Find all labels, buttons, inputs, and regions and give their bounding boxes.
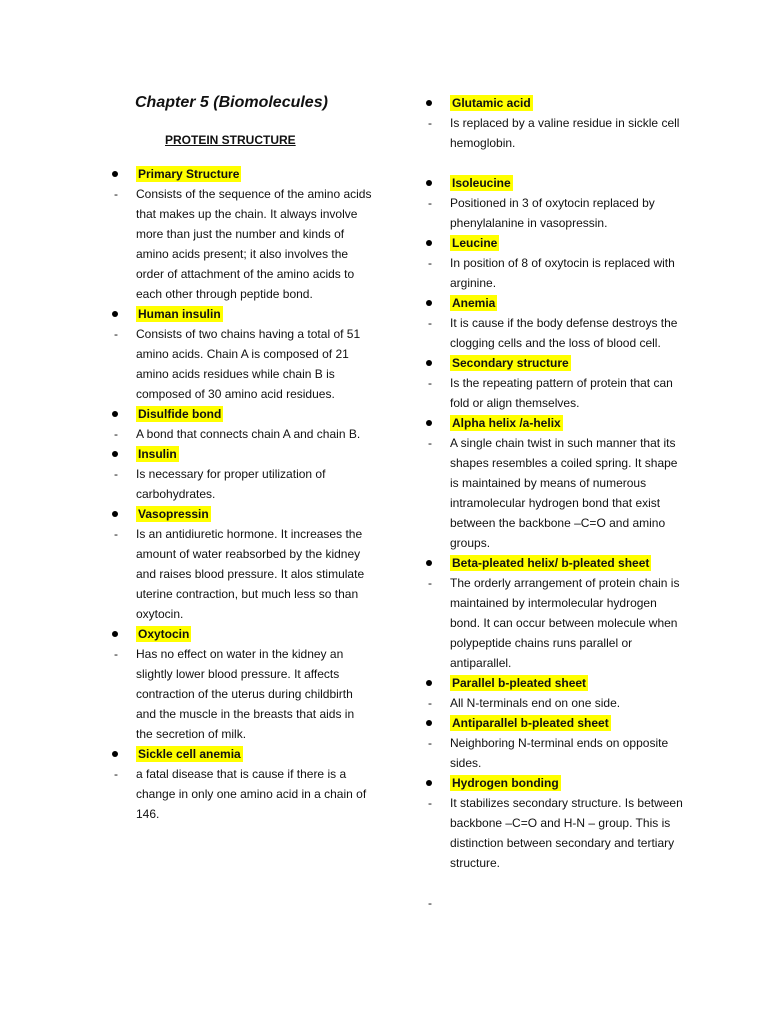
definition-text: Consists of two chains having a total of 51 amino acids. Chain A is composed of 21 amino acids residues while chain B is composed of 30 amino acid residues. <box>136 327 361 401</box>
dash-marker: - <box>114 187 118 201</box>
bullet-icon <box>426 360 432 366</box>
term-row <box>112 744 372 764</box>
term-label: Insulin <box>138 447 177 461</box>
bullet-icon <box>426 240 432 246</box>
definition-row <box>112 764 372 824</box>
term-row <box>112 504 372 524</box>
list-item <box>426 233 686 293</box>
term-row <box>112 444 372 464</box>
list-item <box>426 773 686 873</box>
dash-marker: - <box>428 576 432 590</box>
term-row <box>426 773 686 793</box>
term-label: Hydrogen bonding <box>452 776 559 790</box>
list-item <box>112 744 372 824</box>
list-item <box>426 353 686 413</box>
list-item <box>112 404 372 444</box>
list-item <box>426 93 686 153</box>
term-label: Antiparallel b-pleated sheet <box>452 716 609 730</box>
term-row <box>112 304 372 324</box>
definition-text: a fatal disease that is cause if there is a change in only one amino acid in a chain of 146. <box>136 767 367 821</box>
list-item <box>426 173 686 233</box>
list-item <box>112 504 372 624</box>
spacer <box>426 153 686 173</box>
dash-marker: - <box>428 256 432 270</box>
term-label: Glutamic acid <box>452 96 531 110</box>
definition-row <box>426 313 686 353</box>
dash-marker: - <box>428 736 432 750</box>
term-row <box>426 233 686 253</box>
term-label: Sickle cell anemia <box>138 747 241 761</box>
term-label: Primary Structure <box>138 167 240 181</box>
definition-row <box>112 464 372 504</box>
dash-marker: - <box>114 647 118 661</box>
definition-row <box>426 573 686 673</box>
term-row <box>426 413 686 433</box>
definition-row <box>426 193 686 233</box>
term-row <box>426 173 686 193</box>
definition-text: Is necessary for proper utilization of carbohydrates. <box>136 467 326 501</box>
definition-text: Consists of the sequence of the amino acids that makes up the chain. It always involve more than just the number and kinds of amino acids present; it also involves the order of attachment of the amino acids to each other through peptide bond. <box>136 187 372 301</box>
term-label: Alpha helix /a-helix <box>452 416 561 430</box>
list-item <box>112 164 372 304</box>
term-label: Leucine <box>452 236 498 250</box>
list-item <box>426 673 686 713</box>
definition-text: In position of 8 of oxytocin is replaced with arginine. <box>450 256 675 290</box>
definition-row <box>426 433 686 553</box>
bullet-icon <box>426 180 432 186</box>
definition-row <box>426 693 686 713</box>
list-item <box>426 293 686 353</box>
definition-row <box>426 253 686 293</box>
bullet-icon <box>426 300 432 306</box>
bullet-icon <box>426 100 432 106</box>
bullet-icon <box>426 420 432 426</box>
dash-marker: - <box>114 327 118 341</box>
dash-marker: - <box>428 376 432 390</box>
term-row <box>112 164 372 184</box>
list-item <box>112 624 372 744</box>
dash-marker: - <box>428 796 432 810</box>
definition-row <box>112 424 372 444</box>
definition-row <box>426 113 686 153</box>
bullet-icon <box>426 780 432 786</box>
term-label: Vasopressin <box>138 507 209 521</box>
term-label: Parallel b-pleated sheet <box>452 676 587 690</box>
dash-marker: - <box>428 316 432 330</box>
dash-marker: - <box>428 696 432 710</box>
spacer <box>426 873 686 893</box>
term-row <box>426 93 686 113</box>
term-label: Oxytocin <box>138 627 190 641</box>
definition-row <box>112 324 372 404</box>
bullet-icon <box>112 311 118 317</box>
term-row <box>426 293 686 313</box>
definition-row <box>426 733 686 773</box>
definition-text: Is replaced by a valine residue in sickle cell hemoglobin. <box>450 116 680 150</box>
dash-marker: - <box>428 896 432 910</box>
list-item <box>426 713 686 773</box>
bullet-icon <box>112 451 118 457</box>
dash-marker: - <box>114 527 118 541</box>
definition-text: A bond that connects chain A and chain B. <box>136 427 361 441</box>
definition-text: All N-terminals end on one side. <box>450 696 621 710</box>
definition-text: Is the repeating pattern of protein that can fold or align themselves. <box>450 376 673 410</box>
bullet-icon <box>426 560 432 566</box>
bullet-icon <box>426 720 432 726</box>
definition-text: It stabilizes secondary structure. Is between backbone –C=O and H-N – group. This is distinction between secondary and tertiary structure. <box>450 796 683 870</box>
list-item <box>112 304 372 404</box>
definition-row <box>426 373 686 413</box>
definition-row <box>112 184 372 304</box>
definition-row <box>112 644 372 744</box>
dash-marker: - <box>428 196 432 210</box>
term-row <box>112 624 372 644</box>
list-item <box>112 444 372 504</box>
left-column <box>112 164 372 824</box>
page-title: Chapter 5 (Biomolecules) <box>135 94 328 111</box>
list-item <box>426 413 686 553</box>
term-row <box>112 404 372 424</box>
bullet-icon <box>112 511 118 517</box>
term-label: Human insulin <box>138 307 221 321</box>
definition-text: A single chain twist in such manner that its shapes resembles a coiled spring. It shape is maintained by means of numerous intramolecular hydrogen bond that exist between the backbone –C=O and amino groups. <box>450 436 678 550</box>
term-label: Beta-pleated helix/ b-pleated sheet <box>452 556 650 570</box>
bullet-icon <box>112 631 118 637</box>
definition-text: The orderly arrangement of protein chain is maintained by intermolecular hydrogen bond. It can occur between molecule when polypeptide chains runs parallel or antiparallel. <box>450 576 680 670</box>
bullet-icon <box>426 680 432 686</box>
definition-row <box>426 793 686 873</box>
term-row <box>426 713 686 733</box>
definition-text: Has no effect on water in the kidney an slightly lower blood pressure. It affects contraction of the uterus during childbirth and the muscle in the breasts that aids in the secretion of milk. <box>136 647 355 741</box>
dash-marker: - <box>114 427 118 441</box>
term-row <box>426 553 686 573</box>
definition-row <box>112 524 372 624</box>
term-label: Disulfide bond <box>138 407 222 421</box>
section-heading: PROTEIN STRUCTURE <box>165 133 296 147</box>
definition-text: Is an antidiuretic hormone. It increases the amount of water reabsorbed by the kidney and raises blood pressure. It alos stimulate uterine contraction, but much less so than oxytocin. <box>136 527 365 621</box>
dash-marker: - <box>428 116 432 130</box>
term-row <box>426 673 686 693</box>
right-column <box>426 93 686 910</box>
bullet-icon <box>112 751 118 757</box>
term-label: Anemia <box>452 296 496 310</box>
bullet-icon <box>112 411 118 417</box>
definition-text: Positioned in 3 of oxytocin replaced by phenylalanine in vasopressin. <box>450 196 655 230</box>
term-label: Isoleucine <box>452 176 511 190</box>
bullet-icon <box>112 171 118 177</box>
list-item <box>426 553 686 673</box>
dash-marker: - <box>114 467 118 481</box>
definition-text: Neighboring N-terminal ends on opposite sides. <box>450 736 669 770</box>
term-row <box>426 353 686 373</box>
term-label: Secondary structure <box>452 356 569 370</box>
definition-text: It is cause if the body defense destroys the clogging cells and the loss of blood cell. <box>450 316 678 350</box>
dash-marker: - <box>428 436 432 450</box>
dash-marker: - <box>114 767 118 781</box>
